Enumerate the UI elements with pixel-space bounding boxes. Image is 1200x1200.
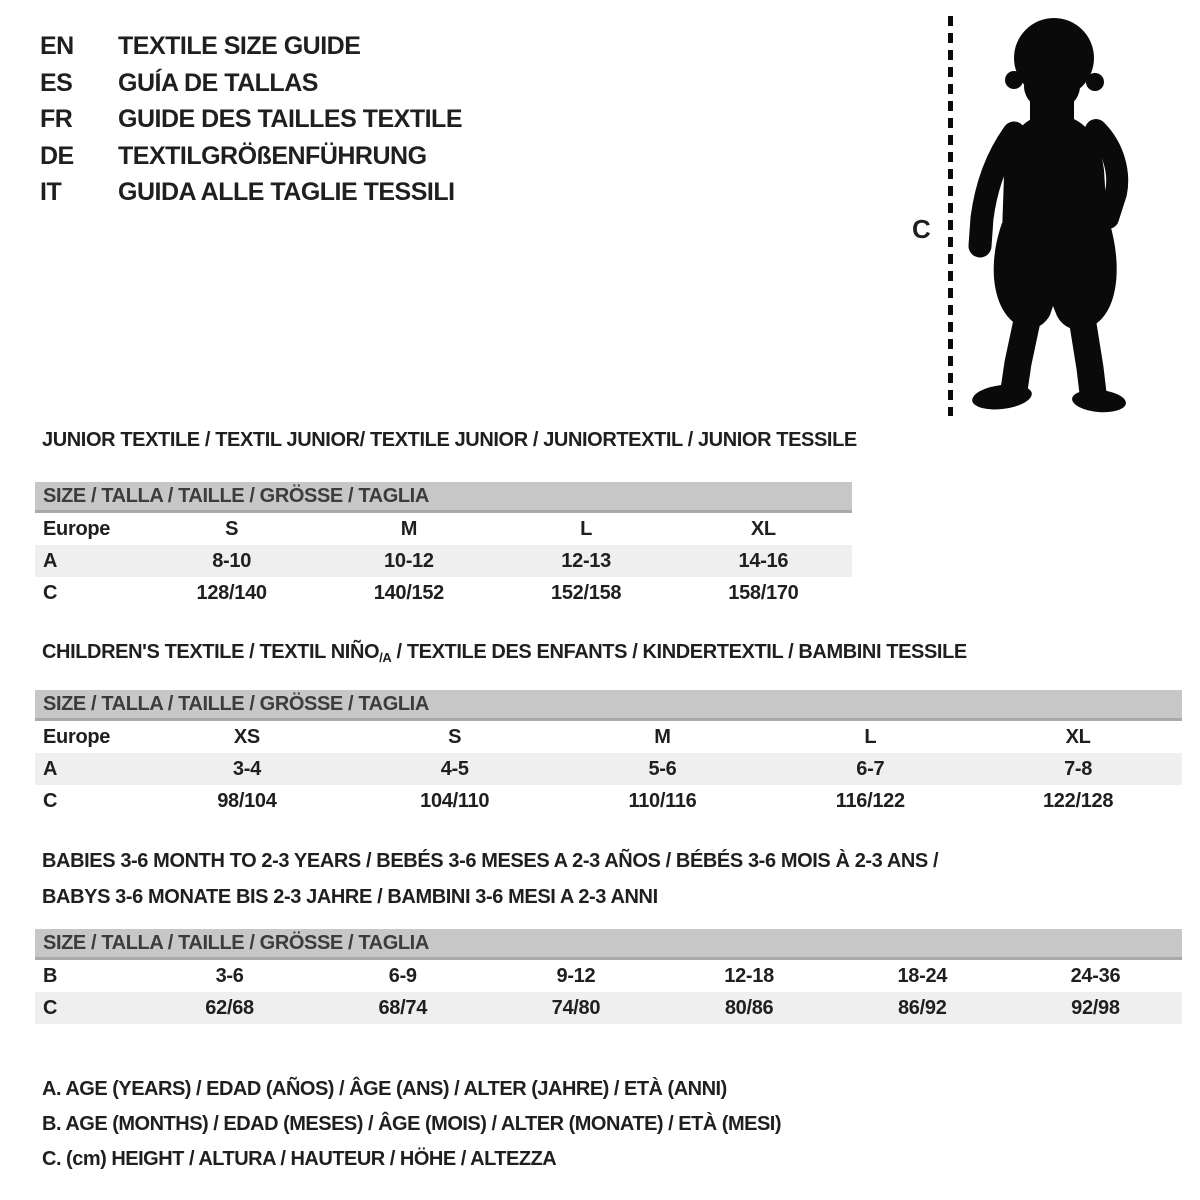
table-cell: XL [1065,726,1091,748]
row-label: A [43,550,58,572]
table-cell: XS [233,726,260,748]
size-table-header: SIZE / TALLA / TAILLE / GRÖSSE / TAGLIA [35,482,852,513]
height-measure-dashed-line [948,16,953,416]
language-code: IT [40,178,62,206]
table-cell: 5-6 [648,758,677,780]
row-label: Europe [43,726,111,748]
table-cell: 86/92 [897,997,947,1019]
legend [42,1072,781,1177]
table-row [35,545,852,577]
table-cell: 152/158 [551,582,622,604]
table-cell: 3-6 [215,965,244,987]
table-cell: 10-12 [384,550,434,572]
table-rows [35,721,1182,817]
table-cell: 140/152 [373,582,444,604]
table-cell: 12-13 [561,550,611,572]
children-section-title [42,640,967,670]
table-rows [35,960,1182,1024]
table-cell: 74/80 [551,997,601,1019]
language-row [40,28,462,65]
table-cell: 98/104 [217,790,277,812]
table-rows [35,513,852,609]
table-cell: XL [750,518,776,540]
babies-section-title [42,843,938,915]
row-label: C [43,997,58,1019]
table-cell: 80/86 [724,997,774,1019]
table-cell: L [864,726,877,748]
legend-line-a: A. AGE (YEARS) / EDAD (AÑOS) / ÂGE (ANS) / ALTER (JAHRE) / ETÀ (ANNI) [42,1078,727,1100]
table-cell: L [580,518,593,540]
table-cell: 14-16 [738,550,789,572]
table-cell: 68/74 [378,997,428,1019]
legend-line-c: C. (cm) HEIGHT / ALTURA / HAUTEUR / HÖHE / ALTEZZA [42,1148,557,1170]
guide-title: GUIDE DES TAILLES TEXTILE [118,105,463,133]
row-label: C [43,582,58,604]
language-code: FR [40,105,73,133]
height-measure-label: C [912,214,931,244]
legend-line-b: B. AGE (MONTHS) / EDAD (MESES) / ÂGE (MOIS) / ALTER (MONATE) / ETÀ (MESI) [42,1113,782,1135]
table-cell: S [225,518,239,540]
children-title-rest: / TEXTILE DES ENFANTS / KINDERTEXTIL / BAMBINI TESSILE [391,641,967,663]
row-label: B [43,965,58,987]
table-cell: 4-5 [440,758,469,780]
table-cell: 6-9 [388,965,417,987]
table-cell: 104/110 [420,790,490,812]
table-cell: 8-10 [212,550,252,572]
guide-title: TEXTILGRÖßENFÜHRUNG [118,141,427,170]
row-label: Europe [43,518,111,540]
table-cell: M [654,726,671,748]
guide-title: GUIDA ALLE TAGLIE TESSILI [118,178,455,206]
table-row [35,721,1182,753]
table-cell: 12-18 [724,965,774,987]
table-row [35,753,1182,785]
language-row [40,174,462,211]
babies-title-line1: BABIES 3-6 MONTH TO 2-3 YEARS / BEBÉS 3-6 MESES A 2-3 AÑOS / BÉBÉS 3-6 MOIS À 2-3 ANS / [42,850,939,872]
junior-section-title: JUNIOR TEXTILE / TEXTIL JUNIOR/ TEXTILE JUNIOR / JUNIORTEXTIL / JUNIOR TESSILE [42,429,857,451]
size-table-header: SIZE / TALLA / TAILLE / GRÖSSE / TAGLIA [35,929,1182,960]
table-cell: S [448,726,462,748]
language-code: EN [40,32,74,60]
table-row [35,513,852,545]
table-cell: 62/68 [205,997,254,1019]
language-code: DE [40,141,74,170]
table-row [35,577,852,609]
children-title-main: CHILDREN'S TEXTILE / TEXTIL NIÑO [42,641,380,663]
table-cell: 110/116 [628,790,697,812]
table-cell: 3-4 [232,758,261,780]
size-table-header: SIZE / TALLA / TAILLE / GRÖSSE / TAGLIA [35,690,1182,721]
language-row [40,65,462,102]
table-cell: 158/170 [728,582,799,604]
table-cell: 9-12 [556,965,596,987]
table-cell: M [400,518,418,540]
junior-size-table [35,482,852,609]
language-title-list [40,28,462,211]
children-title-sub: /A [379,650,392,665]
row-label: A [43,758,58,780]
guide-title: TEXTILE SIZE GUIDE [118,32,361,60]
table-cell: 6-7 [856,758,885,780]
language-row [40,101,462,138]
table-row [35,960,1182,992]
babies-title-line2: BABYS 3-6 MONATE BIS 2-3 JAHRE / BAMBINI 3-6 MESI A 2-3 ANNI [42,886,658,908]
table-cell: 116/122 [835,790,905,812]
toddler-silhouette [966,18,1132,416]
row-label: C [43,790,58,812]
children-size-table [35,690,1182,817]
babies-size-table [35,929,1182,1024]
language-row [40,138,462,175]
table-cell: 18-24 [897,965,948,987]
table-row [35,785,1182,817]
table-cell: 7-8 [1064,758,1093,780]
language-code: ES [40,68,73,97]
table-cell: 128/140 [196,582,267,604]
table-cell: 122/128 [1042,790,1114,812]
guide-title: GUÍA DE TALLAS [118,68,318,97]
table-cell: 92/98 [1071,997,1120,1019]
table-cell: 24-36 [1070,965,1121,987]
table-row [35,992,1182,1024]
